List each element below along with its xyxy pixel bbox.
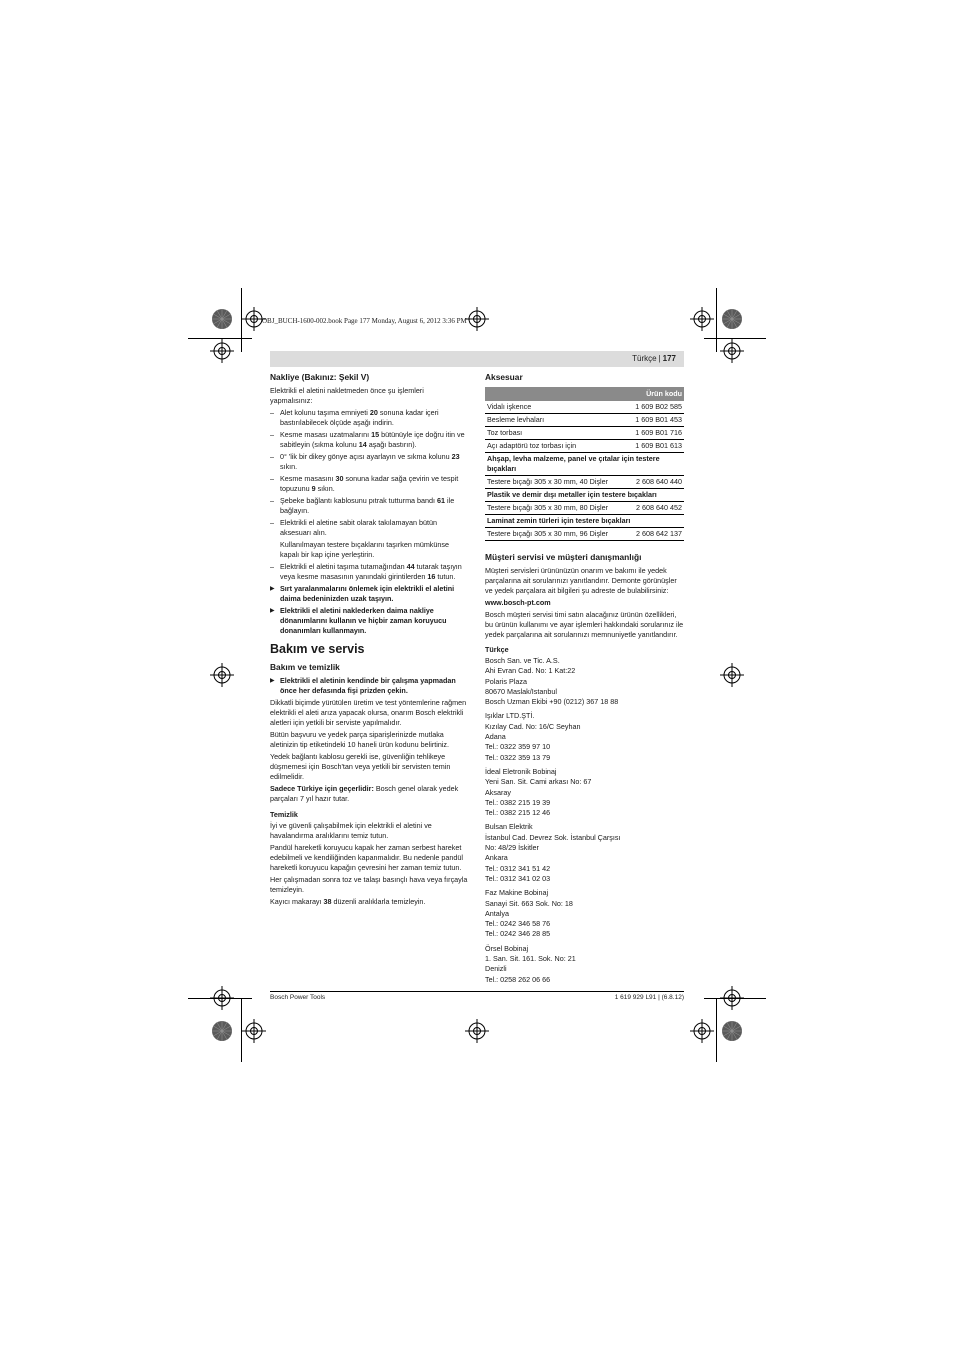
address-line: Ankara [485, 853, 508, 863]
color-bar-icon [210, 307, 234, 331]
item-code: 1 609 B02 585 [625, 401, 684, 414]
item-code: 2 608 642 137 [625, 528, 684, 541]
registration-target-icon [210, 663, 234, 687]
address-block [485, 888, 684, 939]
reference-number: 9 [311, 484, 316, 493]
table-row [485, 401, 684, 414]
address-line: Bosch San. ve Tic. A.S. [485, 656, 560, 665]
arrow-right-icon: ▶ [270, 678, 275, 684]
item-name: Toz torbası [485, 427, 625, 440]
registration-target-icon [242, 1019, 266, 1043]
address-line: Antalya [485, 908, 509, 918]
country-title: Türkçe [485, 645, 509, 654]
table-row [485, 528, 684, 541]
address-line: Sanayi Sit. 663 Sok. No: 18 [485, 898, 573, 908]
table-group-row [485, 453, 684, 476]
item-name: Vidalı işkence [485, 401, 625, 414]
registration-target-icon [720, 663, 744, 687]
registration-target-icon [690, 1019, 714, 1043]
address-line: Tel.: 0258 262 06 66 [485, 974, 551, 984]
header-language: Türkçe [632, 354, 657, 363]
dash-marker: – [270, 474, 274, 483]
color-bar-icon [210, 1019, 234, 1043]
cleaning-paragraph: Pandül hareketli koruyucu kapak her zaman serbest hareket edebilmeli ve kendiliğinden kapanmalıdır. Bu nedenle pandül hareketli koruyucu kapağın çevresini her zaman temiz tutun. [270, 843, 463, 872]
reference-number: 15 [371, 430, 380, 439]
transport-step: – Elektrikli el aletini taşıma tutamağından 44 tutarak taşıyın veya kesme masasının yanındaki girintilerden 16 tutun. [270, 562, 462, 581]
transport-title: Nakliye (Bakınız: Şekil V) [270, 372, 370, 382]
registration-target-icon [210, 339, 234, 363]
group-label: Plastik ve demir dışı metaller için testere bıçakları [485, 489, 684, 502]
customer-service-title: Müşteri servisi ve müşteri danışmanlığı [485, 552, 642, 562]
group-label: Laminat zemin türleri için testere bıçakları [485, 515, 684, 528]
cleaning-paragraph: Her çalışmadan sonra toz ve talaşı basınçlı hava veya fırçayla temizleyin. [270, 875, 468, 894]
address-line: Örsel Bobinaj [485, 943, 529, 953]
address-line: Bosch Uzman Ekibi +90 (0212) 367 18 88 [485, 697, 619, 707]
address-line: Tel.: 0312 341 02 03 [485, 873, 551, 883]
item-name: Testere bıçağı 305 x 30 mm, 80 Dişler [485, 502, 625, 515]
registration-target-icon [720, 986, 744, 1010]
item-code: 2 608 640 440 [625, 476, 684, 489]
address-line: İstanbul Cad. Devrez Sok. İstanbul Çarşısı [485, 832, 621, 842]
page-header-bar [270, 351, 684, 367]
address-block [485, 711, 684, 762]
dash-marker: – [270, 452, 274, 461]
arrow-right-icon: ▶ [270, 608, 275, 614]
registration-target-icon [210, 986, 234, 1010]
address-block [485, 944, 684, 985]
service-warning: ▶ Elektrikli el aletinin kendinde bir çalışma yapmadan önce her defasında fişi prizden çekin. [270, 676, 456, 695]
transport-step: – Şebeke bağlantı kablosunu pıtrak tutturma bandı 61 ile bağlayın. [270, 496, 455, 515]
reference-number: 23 [451, 452, 460, 461]
address-line: Tel.: 0312 341 51 42 [485, 863, 551, 873]
table-row [485, 427, 684, 440]
dash-marker: – [270, 408, 274, 417]
arrow-right-icon: ▶ [270, 586, 275, 592]
group-label: Ahşap, levha malzeme, panel ve çıtalar için testere bıçakları [485, 453, 684, 476]
address-line: Tel.: 0322 359 97 10 [485, 742, 551, 752]
address-line: Işıklar LTD.ŞTİ. [485, 711, 535, 721]
address-line: Tel.: 0242 346 28 85 [485, 929, 551, 939]
address-line: Tel.: 0322 359 13 79 [485, 752, 551, 762]
service-title: Bakım ve servis [270, 642, 365, 656]
reference-number: 14 [358, 440, 367, 449]
address-line: Tel.: 0382 215 19 39 [485, 797, 551, 807]
item-name: Testere bıçağı 305 x 30 mm, 40 Dişler [485, 476, 625, 489]
service-paragraphs [270, 698, 468, 782]
table-group-row [485, 515, 684, 528]
address-block [485, 767, 684, 818]
transport-step: – Alet kolunu taşıma emniyeti 20 sonuna kadar içeri bastırılabilecek ölçüde aşağı indirin. [270, 408, 439, 427]
item-code: 1 609 B01 613 [625, 440, 684, 453]
item-name: Testere bıçağı 305 x 30 mm, 96 Dişler [485, 528, 625, 541]
table-group-row [485, 489, 684, 502]
address-line: Denizli [485, 964, 507, 974]
transport-steps [270, 408, 468, 538]
cleaning-title: Temizlik [270, 810, 298, 819]
item-code: 1 609 B01 716 [625, 427, 684, 440]
table-row [485, 414, 684, 427]
color-bar-icon [720, 1019, 744, 1043]
address-line: Ahi Evran Cad. No: 1 Kat:22 [485, 666, 576, 676]
reference-number: 30 [335, 474, 344, 483]
address-line: Adana [485, 732, 506, 742]
address-line: Yeni San. Sit. Cami arkası No: 67 [485, 777, 592, 787]
transport-last-step [270, 562, 468, 582]
dash-marker: – [270, 518, 274, 527]
dash-marker: – [270, 496, 274, 505]
file-header: OBJ_BUCH-1600-002.book Page 177 Monday, August 6, 2012 3:36 PM [262, 317, 467, 325]
item-name: Açı adaptörü toz torbası için [485, 440, 625, 453]
registration-target-icon [465, 1019, 489, 1043]
dash-marker: – [270, 562, 274, 571]
page-number: 177 [662, 354, 676, 363]
address-line: Aksaray [485, 787, 511, 797]
dash-marker: – [270, 430, 274, 439]
transport-warning: ▶ Sırt yaralanmalarını önlemek için elektrikli el aletini daima bedeninizden uzak taşıyın. [270, 584, 455, 603]
reference-number: 20 [369, 408, 378, 417]
address-line: 80670 Maslak/Istanbul [485, 686, 557, 696]
address-line: Faz Makine Bobinaj [485, 888, 549, 898]
address-list [485, 656, 684, 985]
footer-rule [270, 991, 684, 992]
footer-code: 1 619 929 L91 | (6.8.12) [614, 994, 684, 1001]
reference-number: 44 [406, 562, 415, 571]
reference-number: 38 [323, 897, 332, 906]
address-block [485, 822, 684, 884]
page-header [632, 354, 676, 363]
service-paragraph: Bütün başvuru ve yedek parça siparişlerinizde mutlaka aletinizin tip etiketindeki 10 haneli ürün kodunu belirtiniz. [270, 730, 449, 749]
cleaning-paragraph: İyi ve güvenli çalışabilmek için elektrikli el aletini ve havalandırma aralıklarını temiz tutun. [270, 821, 432, 840]
transport-intro: Elektrikli el aletini nakletmeden önce şu işlemleri yapmalısınız: [270, 386, 424, 405]
item-code: 2 608 640 452 [625, 502, 684, 515]
footer-brand: Bosch Power Tools [270, 994, 326, 1001]
service-paragraph: Yedek bağlantı kablosu gerekli ise, güvenliğin tehlikeye düşmemesi için Bosch'tan veya yetkili bir servisten temin edilmelidir. [270, 752, 451, 781]
service-paragraph: Dikkatli biçimde yürütülen üretim ve test yöntemlerine rağmen elektrikli el aleti arıza yapacak olursa, onarım Bosch elektrikli aletleri için yetkili bir serviste yapılmalıdır. [270, 698, 467, 727]
address-line: No: 48/29 İskitler [485, 843, 539, 853]
table-row [485, 440, 684, 453]
customer-service-p2: Bosch müşteri servisi timi satın alacağınız ürünün özellikleri, bu ürünün kullanımı ve ayar işlemleri hakkındaki sorularınız ile yedek parçalarına ait sorularınızı memnuniyetle yanıtlandırır. [485, 610, 684, 639]
website-link[interactable]: www.bosch-pt.com [485, 598, 551, 607]
address-line: Tel.: 0382 215 12 46 [485, 808, 551, 818]
column-header: Ürün kodu [485, 387, 684, 401]
address-line: Polaris Plaza [485, 676, 527, 686]
address-line: 1. San. Sit. 161. Sok. No: 21 [485, 954, 576, 964]
customer-service-p1: Müşteri servisleri ürününüzün onarım ve bakımı ile yedek parçalarına ait sorularınızı yanıtlandırır. Demonte görünüşler ve yedek parçalara ait bilgileri şu adreste de bulabilirsiniz: [485, 566, 677, 595]
transport-warning: ▶ Elektrikli el aletini naklederken daima nakliye dönanımlarını kullanın ve hiçbir zaman koruyucu donanımları kullanmayın. [270, 606, 447, 635]
address-line: İdeal Eletronik Bobinaj [485, 766, 557, 776]
transport-continuation: Kullanılmayan testere bıçaklarını taşırken mümkünse kapalı bir kap içine yerleştirin. [280, 540, 449, 559]
service-subtitle: Bakım ve temizlik [270, 662, 340, 672]
registration-target-icon [465, 307, 489, 331]
crop-line [716, 288, 717, 352]
address-block [485, 656, 684, 707]
transport-step: – 0° 'lik bir dikey gönye açısı ayarlayın ve sıkma kolunu 23 sıkın. [270, 452, 460, 471]
table-row [485, 502, 684, 515]
crop-line [716, 998, 717, 1062]
address-line: Bulsan Elektrik [485, 822, 533, 832]
reference-number: 16 [427, 572, 436, 581]
left-column [270, 372, 468, 909]
item-code: 1 609 B01 453 [625, 414, 684, 427]
transport-step: – Elektrikli el aletine sabit olarak takılamayan bütün aksesuarı alın. [270, 518, 438, 537]
table-row [485, 476, 684, 489]
accessories-table [485, 387, 684, 541]
registration-target-icon [690, 307, 714, 331]
transport-step: – Kesme masası uzatmalarını 15 bütünüyle içe doğru itin ve sabitleyin (sıkma kolunu 14 aşağı bastırın). [270, 430, 465, 449]
right-column [485, 372, 684, 985]
cleaning-paragraphs [270, 821, 468, 895]
reference-number: 61 [437, 496, 446, 505]
address-line: Kızılay Cad. No: 16/C Seyhan [485, 721, 581, 731]
color-bar-icon [720, 307, 744, 331]
address-line: Tel.: 0242 346 58 76 [485, 919, 551, 929]
header-separator: | [658, 354, 661, 363]
transport-warnings [270, 584, 468, 636]
registration-target-icon [720, 339, 744, 363]
transport-step: – Kesme masasını 30 sonuna kadar sağa çevirin ve tespit topuzunu 9 sıkın. [270, 474, 459, 493]
accessories-title: Aksesuar [485, 372, 523, 382]
item-name: Besleme levhaları [485, 414, 625, 427]
cleaning-last: Kayıcı makarayı 38 düzenli aralıklarla temizleyin. [270, 897, 426, 906]
turkey-note: Sadece Türkiye için geçerlidir: Bosch genel olarak yedek parçaları 7 yıl hazır tutar. [270, 784, 459, 803]
